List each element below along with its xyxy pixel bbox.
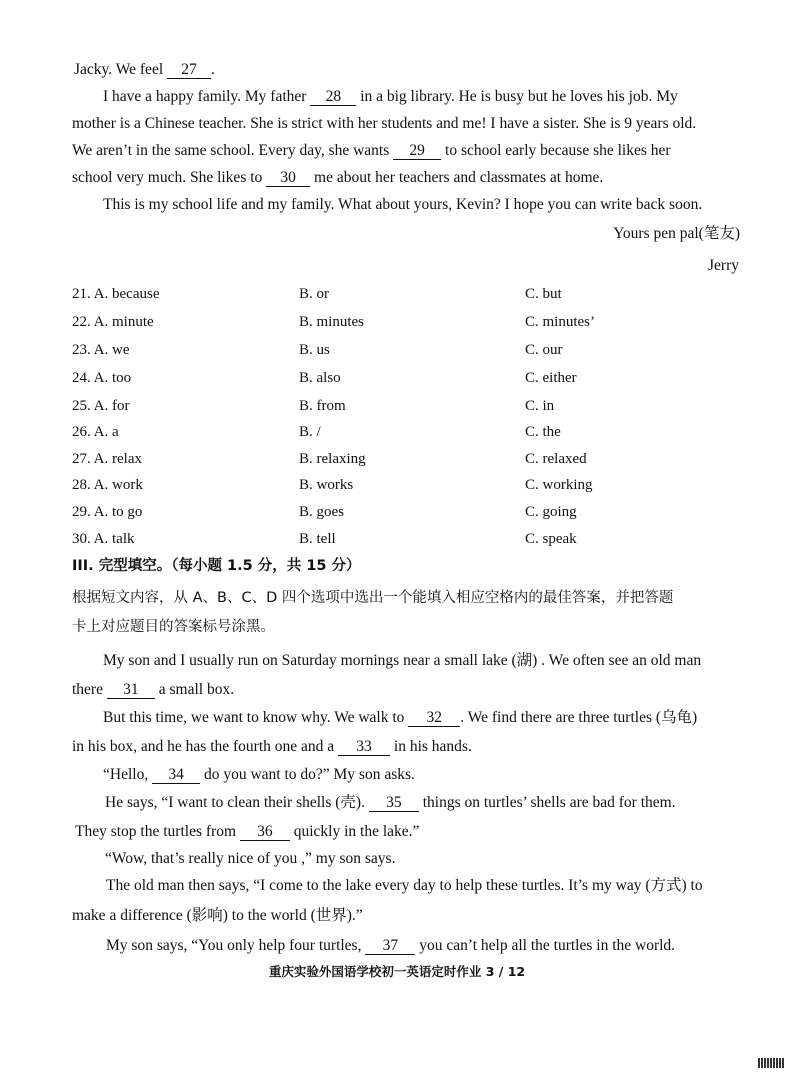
q29-a: 29. A. to go xyxy=(72,504,143,520)
blank-31: 31 xyxy=(107,682,155,699)
q27-a: 27. A. relax xyxy=(72,451,142,467)
q24-a: 24. A. too xyxy=(72,370,132,386)
watermark-logo xyxy=(758,1058,784,1068)
passage-line-1: Jacky. We feel 27 . xyxy=(74,61,215,78)
q21-c: C. but xyxy=(525,286,562,302)
section-heading: III. 完型填空。（每小题 1.5 分，共 15 分） xyxy=(72,558,361,574)
q26-a: 26. A. a xyxy=(72,424,119,440)
q29-c: C. going xyxy=(525,504,577,520)
blank-34: 34 xyxy=(152,767,200,784)
q28-a: 28. A. work xyxy=(72,477,143,493)
passage2-line-5: “Hello, 34 do you want to do?” My son asks. xyxy=(103,766,415,783)
passage2-line-10: make a difference (影响) to the world (世界).” xyxy=(72,907,363,924)
q28-b: B. works xyxy=(299,477,354,493)
section-instruction-1: 根据短文内容，从 A、B、C、D 四个选项中选出一个能填入相应空格内的最佳答案，并把答题 xyxy=(72,590,674,606)
passage-line-4: We aren’t in the same school. Every day, she wants 29 to school early because she likes her xyxy=(72,142,671,159)
passage2-line-2: there 31 a small box. xyxy=(72,681,235,698)
q29-b: B. goes xyxy=(299,504,344,520)
passage2-line-4: in his box, and he has the fourth one and a 33 in his hands. xyxy=(72,738,472,755)
signature-name: Jerry xyxy=(708,257,739,274)
q25-c: C. in xyxy=(525,398,555,414)
passage-line-6: This is my school life and my family. What about yours, Kevin? I hope you can write back soon. xyxy=(103,196,703,213)
q21-a: 21. A. because xyxy=(72,286,160,302)
q21-b: B. or xyxy=(299,286,329,302)
q23-c: C. our xyxy=(525,342,563,358)
passage2-line-8: “Wow, that’s really nice of you ,” my son says. xyxy=(105,850,396,867)
q22-b: B. minutes xyxy=(299,314,365,330)
q24-b: B. also xyxy=(299,370,341,386)
blank-29: 29 xyxy=(393,143,441,160)
signature-closing: Yours pen pal(笔友) xyxy=(613,225,740,242)
passage2-line-7: They stop the turtles from 36 quickly in the lake.” xyxy=(75,823,420,840)
page-footer: 重庆实验外国语学校初一英语定时作业 3 / 12 xyxy=(268,964,526,979)
blank-28: 28 xyxy=(310,89,356,106)
blank-36: 36 xyxy=(240,824,290,841)
passage-line-3: mother is a Chinese teacher. She is strict with her students and me! I have a sister. She is 9 years old. xyxy=(72,115,697,132)
blank-37: 37 xyxy=(365,938,415,955)
q30-b: B. tell xyxy=(299,531,336,547)
q30-c: C. speak xyxy=(525,531,577,547)
blank-35: 35 xyxy=(369,795,419,812)
blank-32: 32 xyxy=(408,710,460,727)
q27-b: B. relaxing xyxy=(299,451,366,467)
q30-a: 30. A. talk xyxy=(72,531,135,547)
q25-a: 25. A. for xyxy=(72,398,130,414)
blank-33: 33 xyxy=(338,739,390,756)
section-instruction-2: 卡上对应题目的答案标号涂黑。 xyxy=(72,619,275,635)
q26-c: C. the xyxy=(525,424,561,440)
passage-line-2: I have a happy family. My father 28 in a big library. He is busy but he loves his job. My xyxy=(103,88,678,105)
q24-c: C. either xyxy=(525,370,577,386)
blank-30: 30 xyxy=(266,170,310,187)
q27-c: C. relaxed xyxy=(525,451,587,467)
q23-b: B. us xyxy=(299,342,330,358)
passage2-line-6: He says, “I want to clean their shells (壳). 35 things on turtles’ shells are bad for them. xyxy=(105,794,676,811)
q22-a: 22. A. minute xyxy=(72,314,154,330)
passage2-line-11: My son says, “You only help four turtles, 37 you can’t help all the turtles in the world. xyxy=(106,937,676,954)
q26-b: B. / xyxy=(299,424,321,440)
q28-c: C. working xyxy=(525,477,593,493)
passage2-line-1: My son and I usually run on Saturday mornings near a small lake (湖) . We often see an old man xyxy=(103,652,702,669)
blank-27: 27 xyxy=(167,62,211,79)
passage-line-5: school very much. She likes to 30 me about her teachers and classmates at home. xyxy=(72,169,604,186)
q25-b: B. from xyxy=(299,398,346,414)
passage2-line-9: The old man then says, “I come to the lake every day to help these turtles. It’s my way (方式) to xyxy=(106,877,703,894)
passage2-line-3: But this time, we want to know why. We walk to 32 . We find there are three turtles (乌龟) xyxy=(103,709,698,726)
q23-a: 23. A. we xyxy=(72,342,130,358)
q22-c: C. minutes’ xyxy=(525,314,595,330)
